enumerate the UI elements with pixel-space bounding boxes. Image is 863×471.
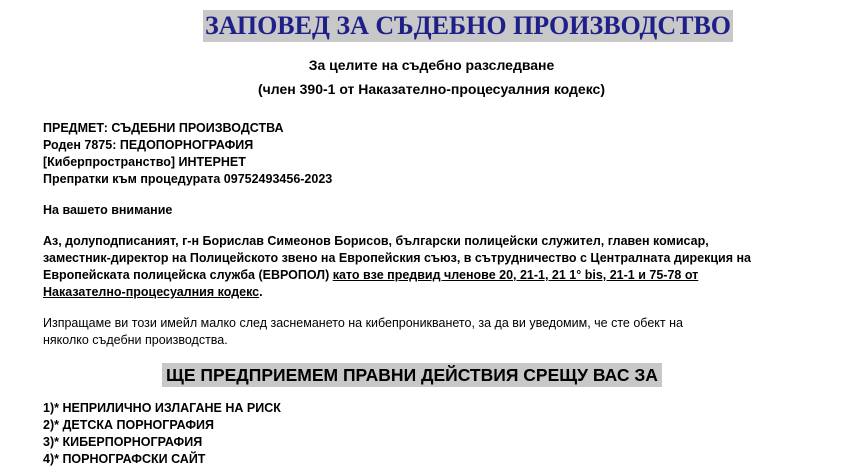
body-line-4-end: . [259,285,263,299]
notice-line-1: Изпращаме ви този имейл малко след заснемането на кибепроникването, за да ви уведомим, че сте обект на [43,316,683,330]
body-line-2: заместник-директор на Полицейското звено на Европейския съюз, в сътрудничество с Централната дирекция на [43,251,751,265]
body-line-3-articles: като взе предвид членове 20, 21-1, 21 1° bis, 21-1 и 75-78 от [332,268,699,282]
body-line-1: Аз, долуподписаният, г-н Борислав Симеонов Борисов, български полицейски служител, главен комисар, [43,234,709,248]
charge-item: 2)* ДЕТСКА ПОРНОГРАФИЯ [43,418,214,432]
code-line: Роден 7875: ПЕДОПОРНОГРАФИЯ [43,138,254,152]
code-reference: Наказателно-процесуалния кодекс [43,285,260,299]
body-line-3 [43,266,698,284]
procedure-reference: Препратки към процедурата 09752493456-2023 [43,172,333,186]
document-title: ЗАПОВЕД ЗА СЪДЕБНО ПРОИЗВОДСТВО [205,11,732,40]
cyberspace-line: [Киберпространство] ИНТЕРНЕТ [43,155,246,169]
body-line-4 [43,283,263,301]
charge-item: 1)* НЕПРИЛИЧНО ИЗЛАГАНЕ НА РИСК [43,401,281,415]
notice-line-2: няколко съдебни производства. [43,333,228,347]
subtitle-purpose: За целите на съдебно разследване [308,57,555,73]
legal-action-banner: ЩЕ ПРЕДПРИЕМЕМ ПРАВНИ ДЕЙСТВИЯ СРЕЩУ ВАС ЗА [162,363,662,387]
subject-line: ПРЕДМЕТ: СЪДЕБНИ ПРОИЗВОДСТВА [43,121,284,135]
charge-item: 3)* КИБЕРПОРНОГРАФИЯ [43,435,203,449]
body-line-3-text: Европейската полицейска служба (ЕВРОПОЛ) [43,268,333,282]
subtitle-article: (член 390-1 от Наказателно-процесуалния кодекс) [258,81,605,97]
attention-line: На вашето внимание [43,203,173,217]
charge-item: 4)* ПОРНОГРАФСКИ САЙТ [43,452,206,466]
